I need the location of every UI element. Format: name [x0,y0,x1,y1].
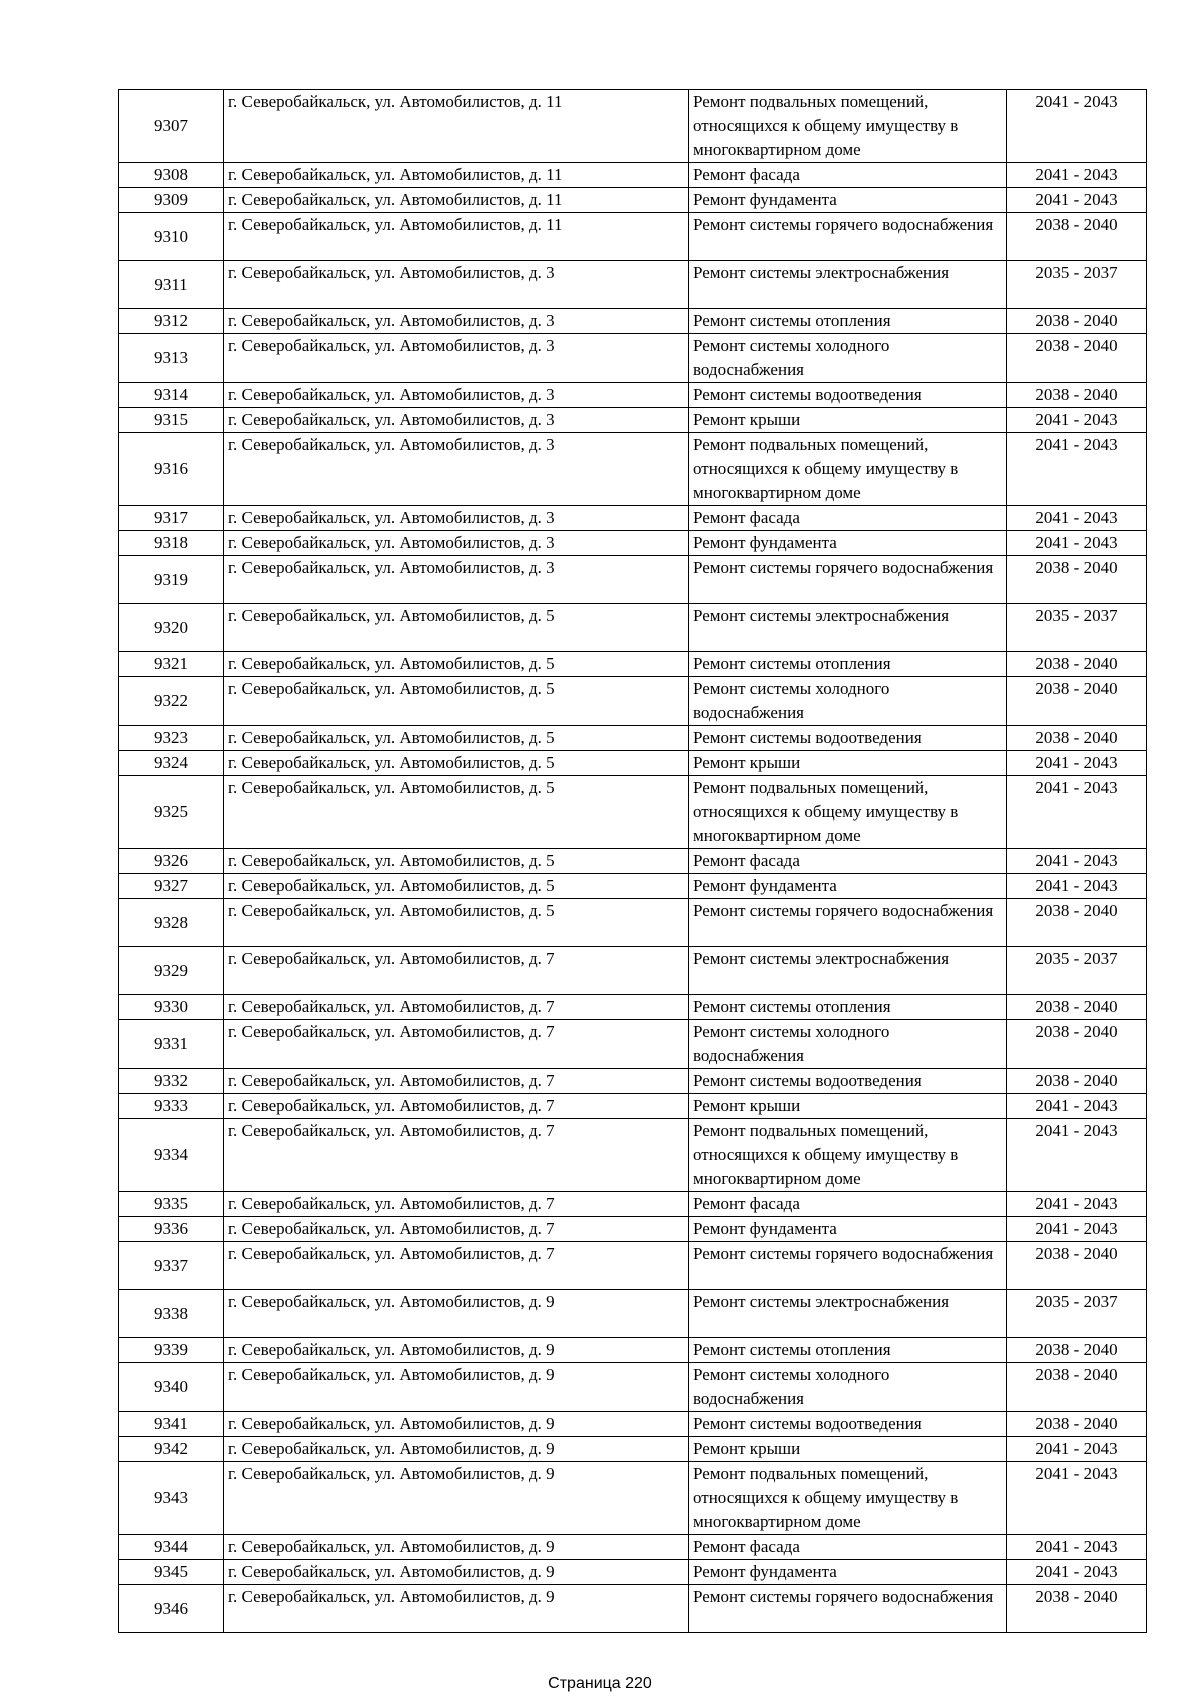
table-body [119,90,1147,1633]
table-row [119,1560,1147,1585]
period-cell: 2041 - 2043 [1007,408,1147,433]
work-type-cell: Ремонт фундамента [689,1560,1007,1585]
work-type-cell: Ремонт системы водоотведения [689,383,1007,408]
address-cell: г. Северобайкальск, ул. Автомобилистов, д. 3 [224,408,689,433]
period-cell: 2041 - 2043 [1007,849,1147,874]
row-number-cell: 9333 [119,1094,224,1119]
period-cell: 2035 - 2037 [1007,1290,1147,1338]
period-cell: 2038 - 2040 [1007,899,1147,947]
address-cell: г. Северобайкальск, ул. Автомобилистов, д. 11 [224,188,689,213]
row-number-cell: 9313 [119,334,224,383]
address-cell: г. Северобайкальск, ул. Автомобилистов, д. 11 [224,90,689,163]
address-cell: г. Северобайкальск, ул. Автомобилистов, д. 7 [224,1069,689,1094]
work-type-cell: Ремонт системы холодного водоснабжения [689,334,1007,383]
address-cell: г. Северобайкальск, ул. Автомобилистов, д. 11 [224,213,689,261]
address-cell: г. Северобайкальск, ул. Автомобилистов, д. 9 [224,1290,689,1338]
address-cell: г. Северобайкальск, ул. Автомобилистов, д. 3 [224,261,689,309]
work-type-cell: Ремонт системы электроснабжения [689,1290,1007,1338]
row-number-cell: 9345 [119,1560,224,1585]
address-cell: г. Северобайкальск, ул. Автомобилистов, д. 3 [224,531,689,556]
table-row [119,776,1147,849]
work-type-cell: Ремонт фасада [689,1535,1007,1560]
row-number-cell: 9343 [119,1462,224,1535]
row-number-cell: 9337 [119,1242,224,1290]
period-cell: 2041 - 2043 [1007,163,1147,188]
period-cell: 2035 - 2037 [1007,261,1147,309]
address-cell: г. Северобайкальск, ул. Автомобилистов, д. 9 [224,1560,689,1585]
work-type-cell: Ремонт фасада [689,506,1007,531]
period-cell: 2035 - 2037 [1007,947,1147,995]
row-number-cell: 9325 [119,776,224,849]
work-type-cell: Ремонт системы отопления [689,309,1007,334]
address-cell: г. Северобайкальск, ул. Автомобилистов, д. 5 [224,726,689,751]
address-cell: г. Северобайкальск, ул. Автомобилистов, д. 5 [224,849,689,874]
row-number-cell: 9342 [119,1437,224,1462]
row-number-cell: 9332 [119,1069,224,1094]
table-row [119,309,1147,334]
repair-schedule-table [118,89,1147,1633]
page-number: Страница 220 [548,1675,652,1692]
work-type-cell: Ремонт фундамента [689,188,1007,213]
row-number-cell: 9330 [119,995,224,1020]
row-number-cell: 9309 [119,188,224,213]
table-row [119,1290,1147,1338]
period-cell: 2041 - 2043 [1007,1437,1147,1462]
work-type-cell: Ремонт системы водоотведения [689,1069,1007,1094]
period-cell: 2041 - 2043 [1007,1462,1147,1535]
period-cell: 2041 - 2043 [1007,1217,1147,1242]
work-type-cell: Ремонт системы холодного водоснабжения [689,1363,1007,1412]
period-cell: 2038 - 2040 [1007,1412,1147,1437]
address-cell: г. Северобайкальск, ул. Автомобилистов, д. 9 [224,1338,689,1363]
table-row [119,1242,1147,1290]
address-cell: г. Северобайкальск, ул. Автомобилистов, д. 9 [224,1363,689,1412]
period-cell: 2041 - 2043 [1007,1094,1147,1119]
row-number-cell: 9344 [119,1535,224,1560]
table-row [119,874,1147,899]
row-number-cell: 9311 [119,261,224,309]
address-cell: г. Северобайкальск, ул. Автомобилистов, д. 7 [224,1094,689,1119]
work-type-cell: Ремонт фундамента [689,1217,1007,1242]
table-row [119,433,1147,506]
table-row [119,677,1147,726]
work-type-cell: Ремонт системы электроснабжения [689,604,1007,652]
address-cell: г. Северобайкальск, ул. Автомобилистов, д. 3 [224,556,689,604]
period-cell: 2038 - 2040 [1007,213,1147,261]
work-type-cell: Ремонт фасада [689,849,1007,874]
table-row [119,163,1147,188]
row-number-cell: 9331 [119,1020,224,1069]
work-type-cell: Ремонт системы горячего водоснабжения [689,556,1007,604]
period-cell: 2038 - 2040 [1007,726,1147,751]
row-number-cell: 9341 [119,1412,224,1437]
row-number-cell: 9319 [119,556,224,604]
row-number-cell: 9338 [119,1290,224,1338]
row-number-cell: 9312 [119,309,224,334]
address-cell: г. Северобайкальск, ул. Автомобилистов, д. 7 [224,947,689,995]
work-type-cell: Ремонт системы горячего водоснабжения [689,213,1007,261]
address-cell: г. Северобайкальск, ул. Автомобилистов, д. 7 [224,1119,689,1192]
work-type-cell: Ремонт фасада [689,163,1007,188]
table-row [119,1069,1147,1094]
table-row [119,383,1147,408]
table-row [119,261,1147,309]
work-type-cell: Ремонт системы электроснабжения [689,947,1007,995]
table-row [119,1094,1147,1119]
period-cell: 2041 - 2043 [1007,531,1147,556]
work-type-cell: Ремонт подвальных помещений, относящихся к общему имуществу в многоквартирном доме [689,433,1007,506]
period-cell: 2038 - 2040 [1007,334,1147,383]
work-type-cell: Ремонт крыши [689,408,1007,433]
table-row [119,1412,1147,1437]
table-row [119,213,1147,261]
row-number-cell: 9340 [119,1363,224,1412]
row-number-cell: 9321 [119,652,224,677]
table-row [119,899,1147,947]
row-number-cell: 9316 [119,433,224,506]
work-type-cell: Ремонт фундамента [689,874,1007,899]
address-cell: г. Северобайкальск, ул. Автомобилистов, д. 7 [224,1192,689,1217]
row-number-cell: 9324 [119,751,224,776]
table-row [119,1535,1147,1560]
address-cell: г. Северобайкальск, ул. Автомобилистов, д. 11 [224,163,689,188]
work-type-cell: Ремонт системы горячего водоснабжения [689,899,1007,947]
period-cell: 2041 - 2043 [1007,1560,1147,1585]
table-row [119,506,1147,531]
row-number-cell: 9334 [119,1119,224,1192]
row-number-cell: 9322 [119,677,224,726]
table-row [119,408,1147,433]
row-number-cell: 9326 [119,849,224,874]
work-type-cell: Ремонт системы горячего водоснабжения [689,1585,1007,1633]
row-number-cell: 9307 [119,90,224,163]
address-cell: г. Северобайкальск, ул. Автомобилистов, д. 3 [224,334,689,383]
table-row [119,1585,1147,1633]
work-type-cell: Ремонт крыши [689,1094,1007,1119]
table-row [119,652,1147,677]
period-cell: 2041 - 2043 [1007,776,1147,849]
address-cell: г. Северобайкальск, ул. Автомобилистов, д. 5 [224,899,689,947]
work-type-cell: Ремонт системы горячего водоснабжения [689,1242,1007,1290]
table-row [119,556,1147,604]
address-cell: г. Северобайкальск, ул. Автомобилистов, д. 5 [224,874,689,899]
table-row [119,1119,1147,1192]
period-cell: 2041 - 2043 [1007,751,1147,776]
row-number-cell: 9339 [119,1338,224,1363]
address-cell: г. Северобайкальск, ул. Автомобилистов, д. 9 [224,1535,689,1560]
work-type-cell: Ремонт системы водоотведения [689,726,1007,751]
period-cell: 2038 - 2040 [1007,556,1147,604]
address-cell: г. Северобайкальск, ул. Автомобилистов, д. 9 [224,1437,689,1462]
period-cell: 2041 - 2043 [1007,874,1147,899]
row-number-cell: 9327 [119,874,224,899]
work-type-cell: Ремонт системы холодного водоснабжения [689,1020,1007,1069]
table-row [119,188,1147,213]
period-cell: 2038 - 2040 [1007,309,1147,334]
row-number-cell: 9315 [119,408,224,433]
address-cell: г. Северобайкальск, ул. Автомобилистов, д. 5 [224,652,689,677]
period-cell: 2038 - 2040 [1007,652,1147,677]
address-cell: г. Северобайкальск, ул. Автомобилистов, д. 3 [224,383,689,408]
row-number-cell: 9320 [119,604,224,652]
period-cell: 2041 - 2043 [1007,506,1147,531]
table-row [119,531,1147,556]
table-row [119,995,1147,1020]
address-cell: г. Северобайкальск, ул. Автомобилистов, д. 5 [224,776,689,849]
address-cell: г. Северобайкальск, ул. Автомобилистов, д. 7 [224,1242,689,1290]
row-number-cell: 9346 [119,1585,224,1633]
address-cell: г. Северобайкальск, ул. Автомобилистов, д. 7 [224,1020,689,1069]
address-cell: г. Северобайкальск, ул. Автомобилистов, д. 3 [224,309,689,334]
table-row [119,1363,1147,1412]
table-row [119,90,1147,163]
row-number-cell: 9329 [119,947,224,995]
address-cell: г. Северобайкальск, ул. Автомобилистов, д. 9 [224,1412,689,1437]
period-cell: 2035 - 2037 [1007,604,1147,652]
work-type-cell: Ремонт системы водоотведения [689,1412,1007,1437]
table-row [119,604,1147,652]
period-cell: 2038 - 2040 [1007,383,1147,408]
period-cell: 2038 - 2040 [1007,1020,1147,1069]
work-type-cell: Ремонт крыши [689,1437,1007,1462]
work-type-cell: Ремонт системы холодного водоснабжения [689,677,1007,726]
table-row [119,947,1147,995]
row-number-cell: 9308 [119,163,224,188]
period-cell: 2038 - 2040 [1007,1069,1147,1094]
row-number-cell: 9336 [119,1217,224,1242]
period-cell: 2041 - 2043 [1007,1535,1147,1560]
address-cell: г. Северобайкальск, ул. Автомобилистов, д. 5 [224,751,689,776]
table-row [119,1020,1147,1069]
period-cell: 2038 - 2040 [1007,995,1147,1020]
period-cell: 2041 - 2043 [1007,188,1147,213]
period-cell: 2038 - 2040 [1007,1338,1147,1363]
work-type-cell: Ремонт крыши [689,751,1007,776]
table-row [119,334,1147,383]
table-row [119,1192,1147,1217]
row-number-cell: 9318 [119,531,224,556]
period-cell: 2038 - 2040 [1007,1585,1147,1633]
table-row [119,1217,1147,1242]
period-cell: 2041 - 2043 [1007,90,1147,163]
work-type-cell: Ремонт фундамента [689,531,1007,556]
address-cell: г. Северобайкальск, ул. Автомобилистов, д. 7 [224,995,689,1020]
address-cell: г. Северобайкальск, ул. Автомобилистов, д. 9 [224,1462,689,1535]
address-cell: г. Северобайкальск, ул. Автомобилистов, д. 9 [224,1585,689,1633]
work-type-cell: Ремонт системы отопления [689,1338,1007,1363]
work-type-cell: Ремонт системы отопления [689,995,1007,1020]
row-number-cell: 9317 [119,506,224,531]
work-type-cell: Ремонт подвальных помещений, относящихся к общему имуществу в многоквартирном доме [689,776,1007,849]
address-cell: г. Северобайкальск, ул. Автомобилистов, д. 7 [224,1217,689,1242]
address-cell: г. Северобайкальск, ул. Автомобилистов, д. 5 [224,604,689,652]
table-row [119,1338,1147,1363]
row-number-cell: 9310 [119,213,224,261]
row-number-cell: 9314 [119,383,224,408]
address-cell: г. Северобайкальск, ул. Автомобилистов, д. 3 [224,433,689,506]
work-type-cell: Ремонт подвальных помещений, относящихся к общему имуществу в многоквартирном доме [689,1119,1007,1192]
row-number-cell: 9323 [119,726,224,751]
period-cell: 2038 - 2040 [1007,1242,1147,1290]
work-type-cell: Ремонт системы отопления [689,652,1007,677]
row-number-cell: 9335 [119,1192,224,1217]
period-cell: 2041 - 2043 [1007,1119,1147,1192]
table-row [119,849,1147,874]
period-cell: 2041 - 2043 [1007,433,1147,506]
work-type-cell: Ремонт фасада [689,1192,1007,1217]
table-row [119,751,1147,776]
period-cell: 2041 - 2043 [1007,1192,1147,1217]
work-type-cell: Ремонт подвальных помещений, относящихся к общему имуществу в многоквартирном доме [689,1462,1007,1535]
table-row [119,726,1147,751]
work-type-cell: Ремонт системы электроснабжения [689,261,1007,309]
row-number-cell: 9328 [119,899,224,947]
period-cell: 2038 - 2040 [1007,677,1147,726]
address-cell: г. Северобайкальск, ул. Автомобилистов, д. 5 [224,677,689,726]
table-row [119,1462,1147,1535]
period-cell: 2038 - 2040 [1007,1363,1147,1412]
address-cell: г. Северобайкальск, ул. Автомобилистов, д. 3 [224,506,689,531]
table-row [119,1437,1147,1462]
work-type-cell: Ремонт подвальных помещений, относящихся к общему имуществу в многоквартирном доме [689,90,1007,163]
